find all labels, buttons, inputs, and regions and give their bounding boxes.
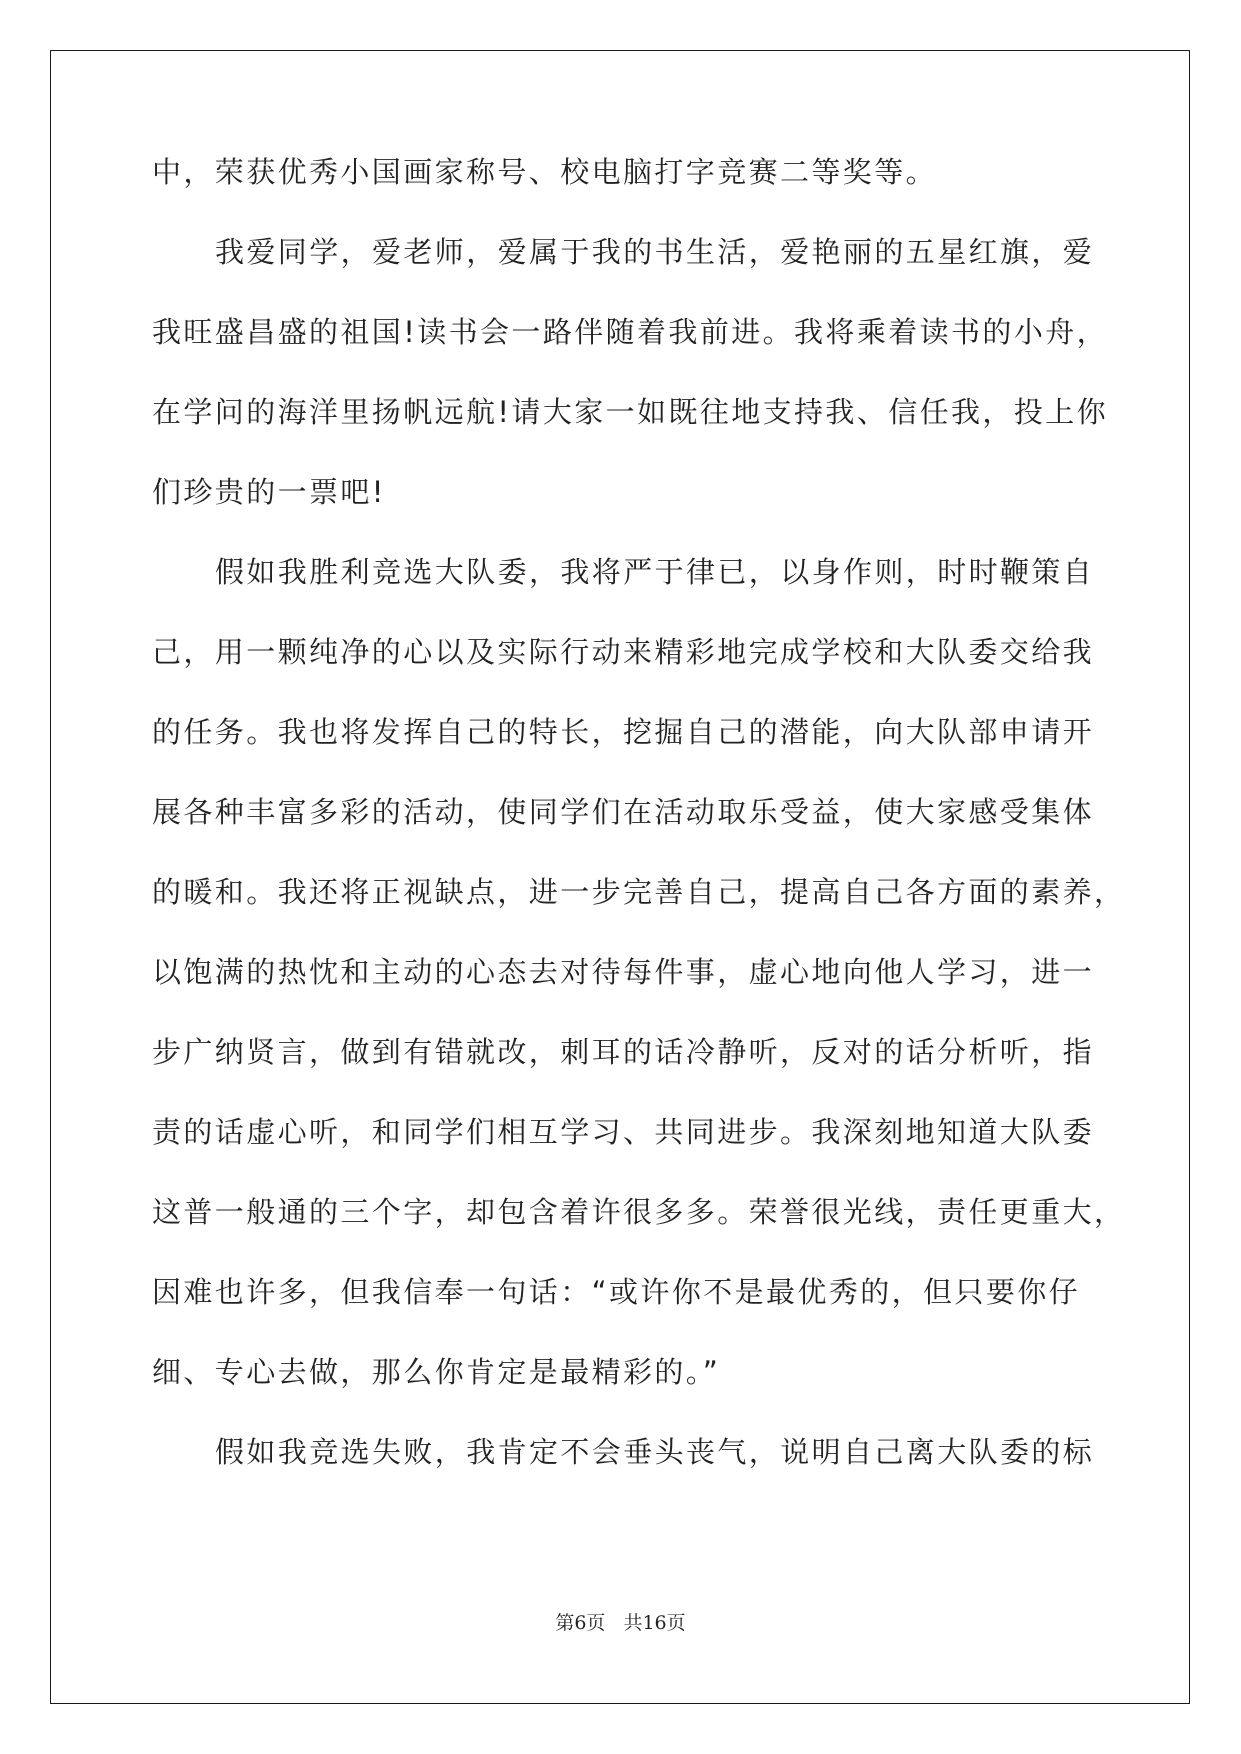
page-total: 共16页 [623, 1612, 686, 1634]
text-line: 细、专心去做，那么你肯定是最精彩的。” [152, 1355, 721, 1389]
text-line: 我旺盛昌盛的祖国!读书会一路伴随着我前进。我将乘着读书的小舟， [152, 315, 1109, 349]
text-line: 展各种丰富多彩的活动，使同学们在活动取乐受益，使大家感受集体 [152, 795, 1095, 829]
text-line: 因难也许多，但我信奉一句话：“或许你不是最优秀的，但只要你仔 [152, 1275, 1081, 1309]
text-line: 们珍贵的一票吧! [152, 475, 386, 509]
text-line: 以饱满的热忱和主动的心态去对待每件事，虚心地向他人学习，进一 [152, 955, 1095, 989]
text-line: 这普一般通的三个字，却包含着许很多多。荣誉很光线，责任更重大， [152, 1195, 1126, 1229]
page-number: 第6页 [555, 1612, 606, 1634]
paragraph-first-line: 假如我胜利竞选大队委，我将严于律已，以身作则，时时鞭策自 [215, 555, 1095, 589]
text-line: 步广纳贤言，做到有错就改，刺耳的话冷静听，反对的话分析听，指 [152, 1035, 1095, 1069]
text-line: 己，用一颗纯净的心以及实际行动来精彩地完成学校和大队委交给我 [152, 635, 1095, 669]
text-line: 责的话虚心听，和同学们相互学习、共同进步。我深刻地知道大队委 [152, 1115, 1095, 1149]
text-line: 在学问的海洋里扬帆远航!请大家一如既往地支持我、信任我，投上你 [152, 395, 1109, 429]
text-line: 中，荣获优秀小国画家称号、校电脑打字竞赛二等奖等。 [152, 155, 938, 189]
paragraph-first-line: 我爱同学，爱老师，爱属于我的书生活，爱艳丽的五星红旗，爱 [215, 235, 1095, 269]
page-footer [0, 1608, 1241, 1635]
paragraph-first-line: 假如我竞选失败，我肯定不会垂头丧气，说明自己离大队委的标 [215, 1435, 1095, 1469]
text-line: 的任务。我也将发挥自己的特长，挖掘自己的潜能，向大队部申请开 [152, 715, 1095, 749]
text-line: 的暖和。我还将正视缺点，进一步完善自己，提高自己各方面的素养， [152, 875, 1126, 909]
